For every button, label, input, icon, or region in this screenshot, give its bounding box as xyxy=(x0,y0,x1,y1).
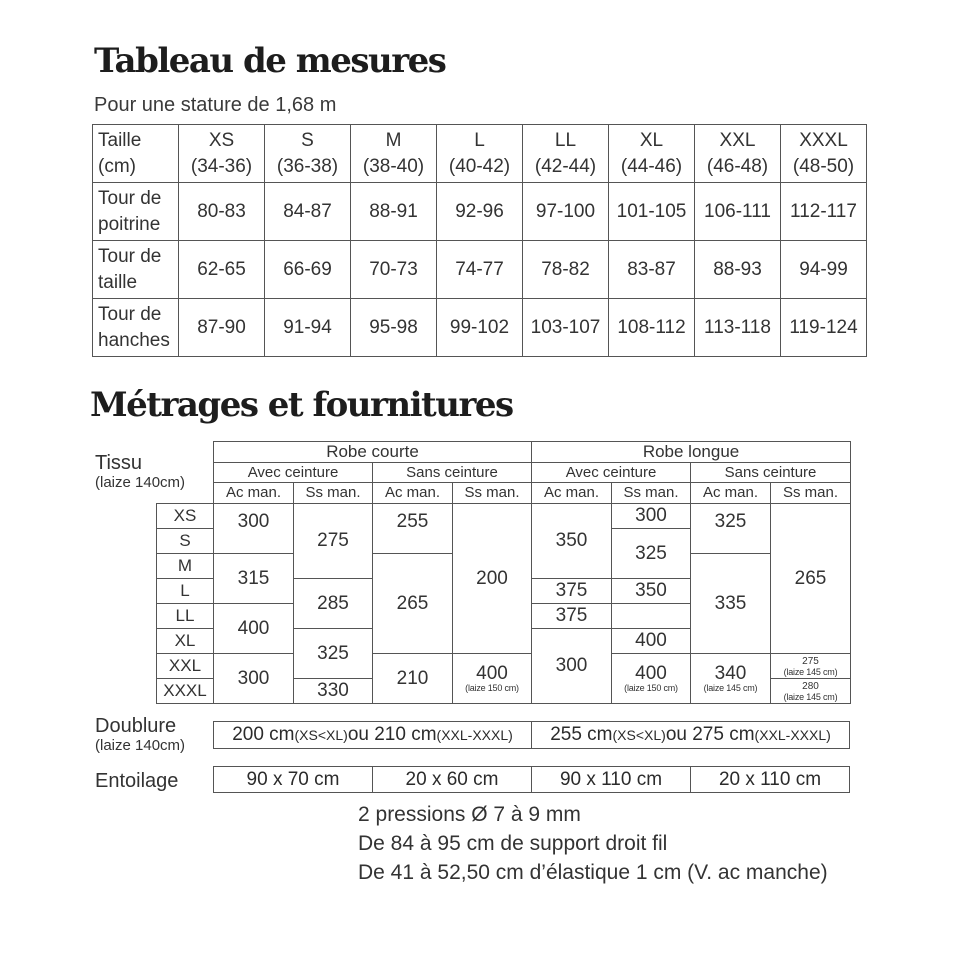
size-header xyxy=(351,125,437,183)
value-cell: 62-65 xyxy=(179,241,265,299)
size-label: L xyxy=(157,579,214,604)
value-cell: 87-90 xyxy=(179,299,265,357)
value-cell: 83-87 xyxy=(609,241,695,299)
size-range: (40-42) xyxy=(448,155,511,177)
size-range: (38-40) xyxy=(362,155,425,177)
fabric-cell: 325 xyxy=(612,529,691,579)
value-cell: 88-93 xyxy=(695,241,781,299)
size-label: LL xyxy=(157,604,214,629)
column-header: Ss man. xyxy=(612,483,691,504)
fabric-cell: 400 xyxy=(612,629,691,654)
value-cell: 66-69 xyxy=(265,241,351,299)
doublure-label xyxy=(95,716,185,753)
size-header xyxy=(437,125,523,183)
fabric-cell: 325 xyxy=(294,629,373,679)
value-cell: 97-100 xyxy=(523,183,609,241)
value-cell: 74-77 xyxy=(437,241,523,299)
fabric-cell: 325 xyxy=(691,504,771,554)
fabric-cell: 400 xyxy=(214,604,294,654)
notes xyxy=(358,800,828,887)
doublure-size-range: (XS<XL) xyxy=(612,727,666,743)
fabric-value: 340 xyxy=(714,662,747,684)
row-label xyxy=(93,183,179,241)
doublure-sublabel: (laize 140cm) xyxy=(95,737,186,754)
fabric-note: (laize 145 cm) xyxy=(783,666,838,677)
size-label: M xyxy=(157,554,214,579)
row-label-line1: Tour de xyxy=(98,187,162,209)
row-poitrine xyxy=(93,183,867,241)
value-cell: 88-91 xyxy=(351,183,437,241)
measures-table xyxy=(92,124,867,357)
fabric-note: (laize 145 cm) xyxy=(783,691,838,702)
note-line: 2 pressions Ø 7 à 9 mm xyxy=(358,803,581,826)
column-header: Ac man. xyxy=(532,483,612,504)
value-cell: 70-73 xyxy=(351,241,437,299)
group-robe-longue: Robe longue xyxy=(532,442,851,463)
fabric-note: (laize 150 cm) xyxy=(465,683,519,694)
value-cell: 78-82 xyxy=(523,241,609,299)
size-header xyxy=(609,125,695,183)
row-hanches xyxy=(93,299,867,357)
doublure-label-text: Doublure xyxy=(95,715,177,737)
fabric-cell: 265 xyxy=(373,554,453,654)
subgroup-cell: Avec ceinture xyxy=(214,463,373,483)
subtitle-stature: Pour une stature de 1,68 m xyxy=(94,94,337,116)
fabric-cell: 300 xyxy=(532,629,612,704)
fabric-value: 280 xyxy=(802,680,819,692)
doublure-size-range: (XXL-XXXL) xyxy=(754,727,831,743)
corner-line1: Taille xyxy=(98,129,142,151)
size-range: (48-50) xyxy=(792,155,855,177)
fabric-value: 400 xyxy=(476,662,508,684)
fabric-cell: 350 xyxy=(532,504,612,579)
subgroup-cell: Avec ceinture xyxy=(532,463,691,483)
blank-cell xyxy=(157,463,214,483)
size-label: XXXL xyxy=(157,679,214,704)
blank-cell xyxy=(157,483,214,504)
value-cell: 92-96 xyxy=(437,183,523,241)
column-header: Ac man. xyxy=(373,483,453,504)
header-row xyxy=(93,125,867,183)
blank-cell xyxy=(157,442,214,463)
value-cell: 106-111 xyxy=(695,183,781,241)
row-label xyxy=(93,241,179,299)
fabric-cell: 285 xyxy=(294,579,373,629)
group-row xyxy=(157,442,851,463)
entoilage-cell: 90 x 110 cm xyxy=(531,767,690,792)
doublure-courte xyxy=(214,722,531,748)
entoilage-row xyxy=(213,766,850,793)
size-label: XL xyxy=(157,629,214,654)
fabric-cell: 210 xyxy=(373,654,453,704)
subgroup-cell: Sans ceinture xyxy=(373,463,532,483)
value-cell: 119-124 xyxy=(781,299,867,357)
value-cell: 112-117 xyxy=(781,183,867,241)
fabric-cell xyxy=(691,654,771,704)
doublure-longue xyxy=(531,722,849,748)
subgroup-row xyxy=(157,463,851,483)
fabric-cell: 375 xyxy=(532,579,612,604)
fabric-value: 400 xyxy=(635,662,667,684)
doublure-value: ou 210 cm xyxy=(347,724,437,745)
fabric-value: 275 xyxy=(802,655,819,667)
row-label-line2: taille xyxy=(98,271,138,293)
fabric-cell: 350 xyxy=(612,579,691,604)
doublure-size-range: (XXL-XXXL) xyxy=(436,727,513,743)
column-header: Ss man. xyxy=(771,483,851,504)
value-cell: 91-94 xyxy=(265,299,351,357)
size-code: S xyxy=(301,129,314,151)
fabric-cell xyxy=(771,654,851,679)
size-range: (36-38) xyxy=(276,155,339,177)
size-label: S xyxy=(157,529,214,554)
size-code: XS xyxy=(208,129,235,151)
entoilage-cell: 90 x 70 cm xyxy=(246,768,340,790)
doublure-value: 255 cm xyxy=(550,724,613,745)
size-range: (46-48) xyxy=(706,155,769,177)
size-header xyxy=(695,125,781,183)
value-cell: 84-87 xyxy=(265,183,351,241)
entoilage-cell: 20 x 110 cm xyxy=(690,767,849,792)
column-header: Ss man. xyxy=(453,483,532,504)
fabric-cell: 300 xyxy=(612,504,691,529)
value-cell: 95-98 xyxy=(351,299,437,357)
size-header xyxy=(781,125,867,183)
size-header xyxy=(179,125,265,183)
fabric-cell: 300 xyxy=(214,654,294,704)
size-range: (42-44) xyxy=(534,155,597,177)
fabric-cell: 200 xyxy=(453,504,532,654)
note-line: De 84 à 95 cm de support droit fil xyxy=(358,832,668,855)
tissu-sublabel: (laize 140cm) xyxy=(95,474,186,491)
entoilage-label: Entoilage xyxy=(95,770,179,792)
value-cell: 103-107 xyxy=(523,299,609,357)
size-code: L xyxy=(474,129,485,151)
fabric-cell: 335 xyxy=(691,554,771,654)
corner-cell xyxy=(93,125,179,183)
column-header: Ac man. xyxy=(691,483,771,504)
size-row-xxl xyxy=(157,654,851,679)
row-label-line1: Tour de xyxy=(98,303,162,325)
value-cell: 113-118 xyxy=(695,299,781,357)
column-header: Ss man. xyxy=(294,483,373,504)
doublure-size-range: (XS<XL) xyxy=(294,727,348,743)
value-cell: 108-112 xyxy=(609,299,695,357)
size-code: XXL xyxy=(719,129,756,151)
row-label-line1: Tour de xyxy=(98,245,162,267)
fabric-note: (laize 150 cm) xyxy=(624,683,678,694)
doublure-value: ou 275 cm xyxy=(665,724,755,745)
size-code: XL xyxy=(639,129,664,151)
fabric-cell: 255 xyxy=(373,504,453,554)
size-header xyxy=(523,125,609,183)
fabric-table xyxy=(156,441,851,704)
fabric-cell: 375 xyxy=(532,604,612,629)
subgroup-cell: Sans ceinture xyxy=(691,463,851,483)
size-header xyxy=(265,125,351,183)
column-header: Ac man. xyxy=(214,483,294,504)
column-row xyxy=(157,483,851,504)
size-row-xs xyxy=(157,504,851,529)
fabric-cell xyxy=(612,654,691,704)
row-taille xyxy=(93,241,867,299)
doublure-row xyxy=(213,721,850,749)
value-cell: 99-102 xyxy=(437,299,523,357)
tissu-label-text: Tissu xyxy=(95,452,143,474)
fabric-cell: 275 xyxy=(294,504,373,579)
size-code: XXXL xyxy=(799,129,848,151)
note-line: De 41 à 52,50 cm d’élastique 1 cm (V. ac manche) xyxy=(358,861,828,884)
entoilage-cell: 20 x 60 cm xyxy=(372,767,531,792)
size-range: (34-36) xyxy=(190,155,253,177)
value-cell: 94-99 xyxy=(781,241,867,299)
corner-line2: (cm) xyxy=(98,155,136,177)
fabric-cell: 300 xyxy=(214,504,294,554)
row-label-line2: poitrine xyxy=(98,213,161,235)
size-range: (44-46) xyxy=(620,155,683,177)
size-label: XS xyxy=(157,504,214,529)
fabric-cell: 265 xyxy=(771,504,851,654)
fabric-cell xyxy=(771,679,851,704)
title-fabric: Métrages et fournitures xyxy=(90,385,513,425)
value-cell: 80-83 xyxy=(179,183,265,241)
fabric-cell: 330 xyxy=(294,679,373,704)
value-cell: 101-105 xyxy=(609,183,695,241)
row-label-line2: hanches xyxy=(98,329,170,351)
fabric-cell xyxy=(453,654,532,704)
size-code: M xyxy=(385,129,402,151)
group-robe-courte: Robe courte xyxy=(214,442,532,463)
size-code: LL xyxy=(554,129,577,151)
fabric-note: (laize 145 cm) xyxy=(703,683,758,694)
row-label xyxy=(93,299,179,357)
fabric-cell: 315 xyxy=(214,554,294,604)
title-measures: Tableau de mesures xyxy=(94,41,446,81)
doublure-value: 200 cm xyxy=(232,724,295,745)
size-label: XXL xyxy=(157,654,214,679)
